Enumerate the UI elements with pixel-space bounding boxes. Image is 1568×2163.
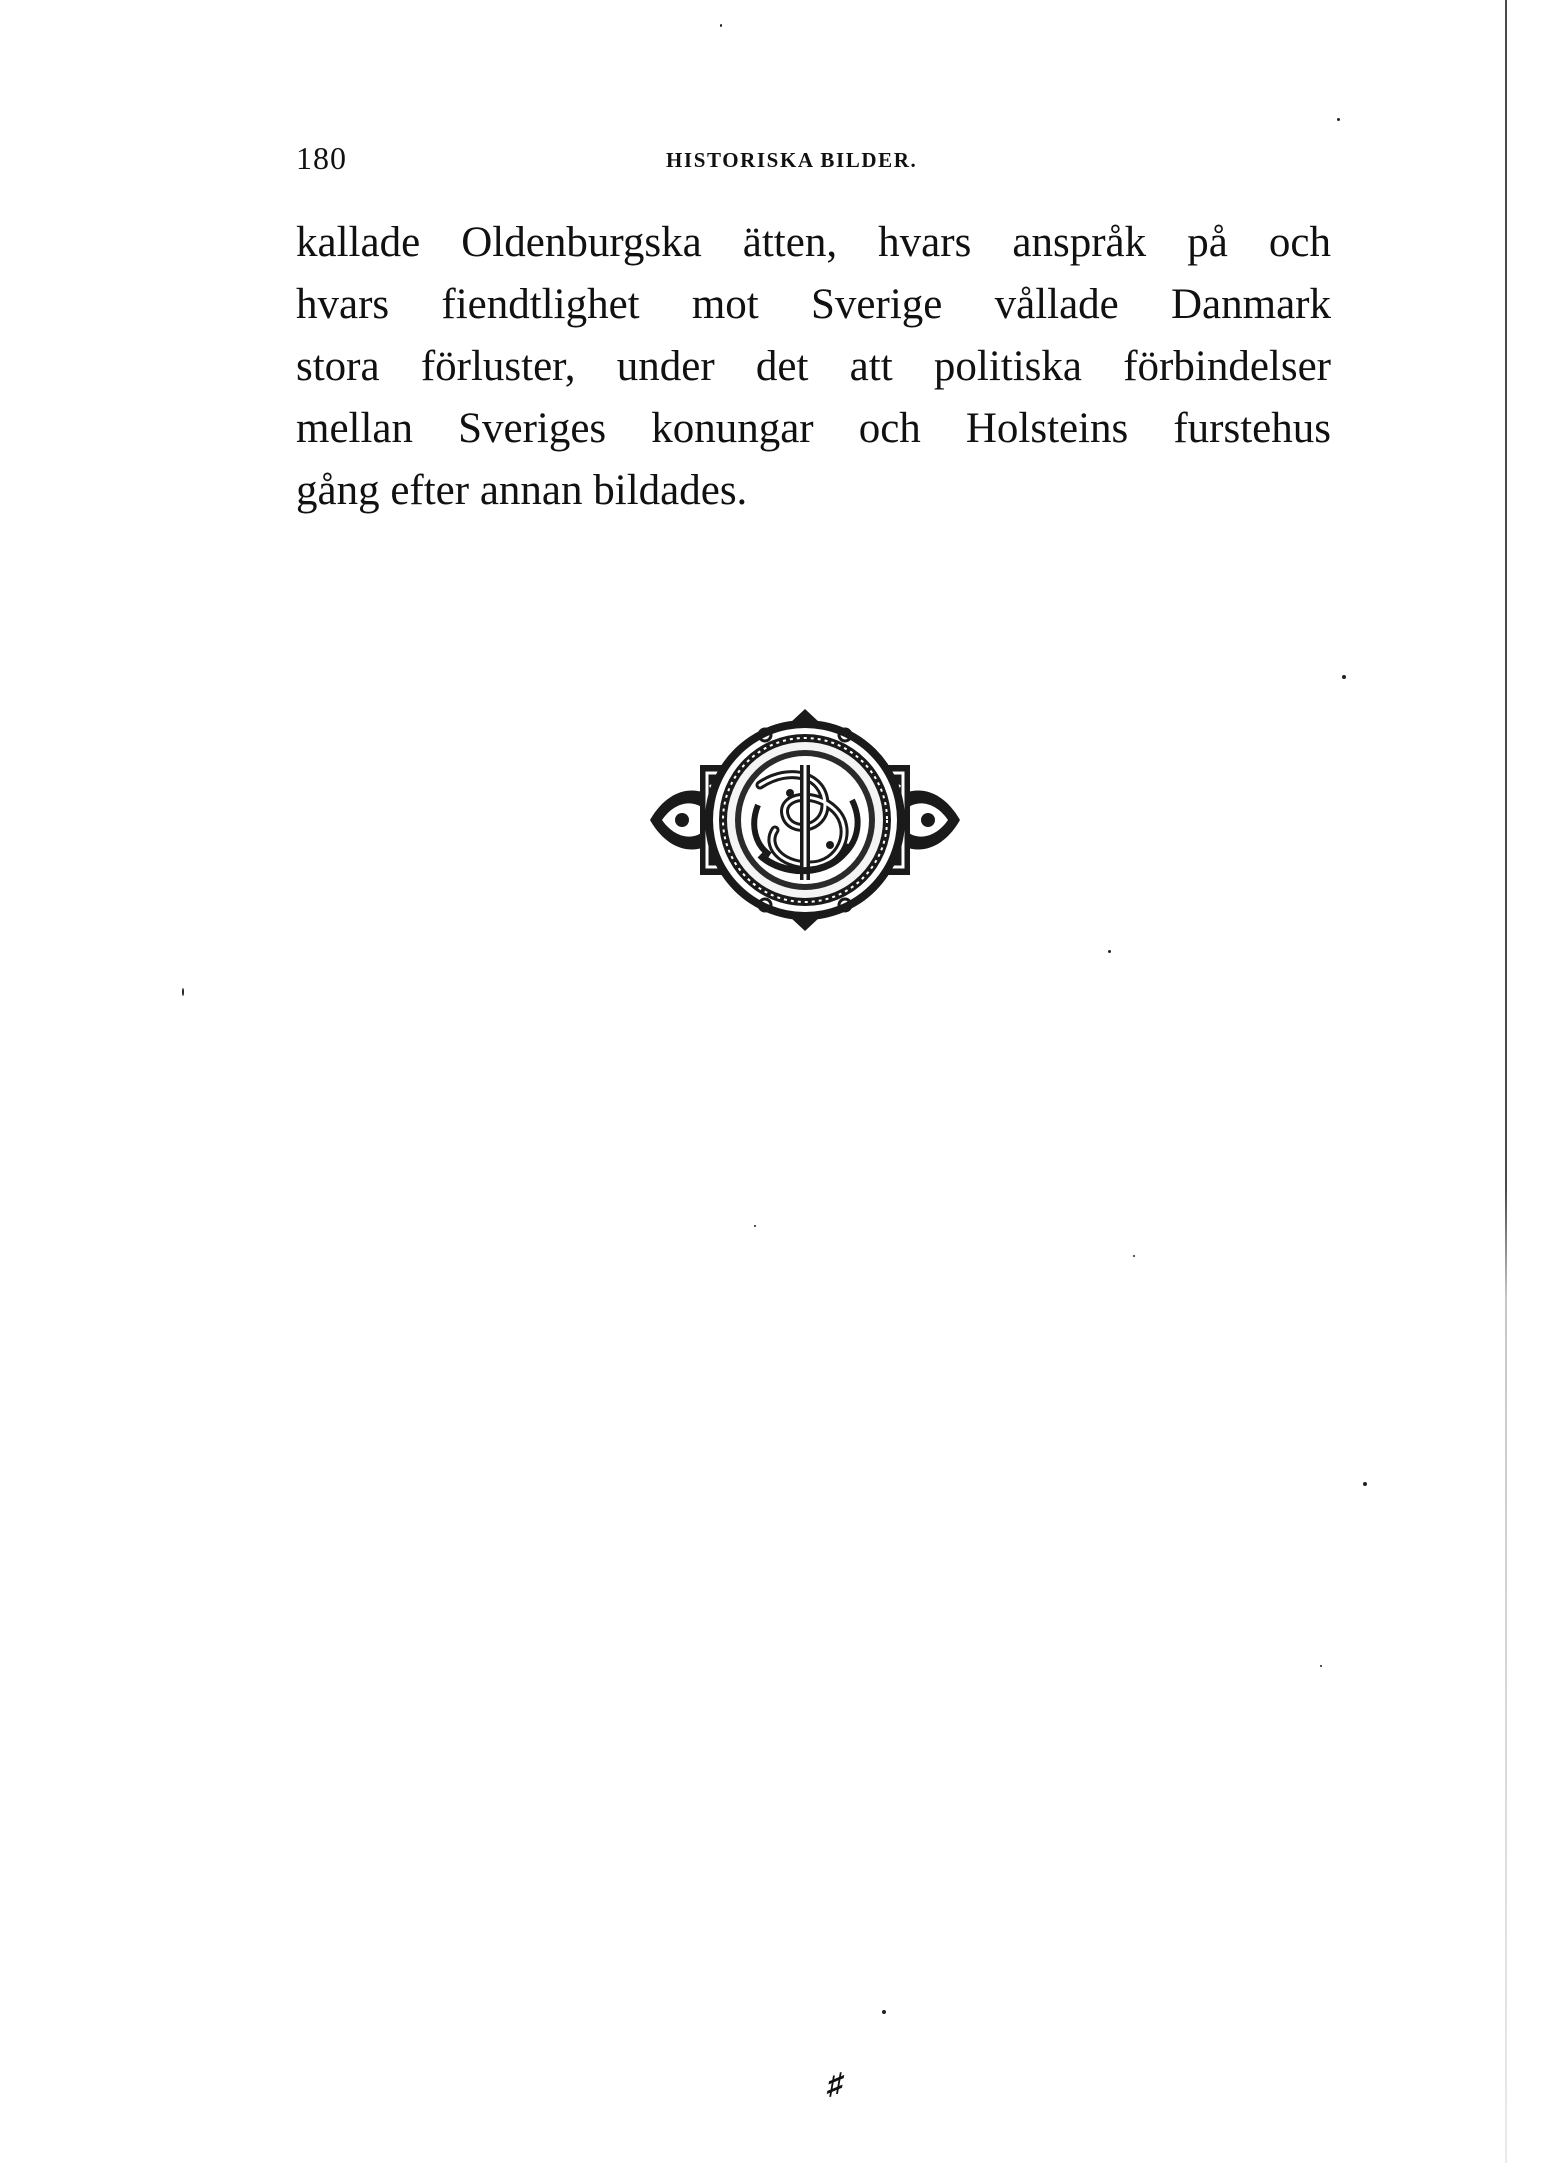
footer-mark: ♯ — [828, 2068, 843, 2101]
text-line-4: mellan Sveriges konungar och Holsteins furstehus — [296, 405, 1331, 452]
text-line-2: hvars fiendtlighet mot Sverige vållade Danmark — [296, 281, 1331, 328]
print-speck — [754, 1225, 756, 1227]
print-speck — [1133, 1255, 1135, 1257]
text-line-3: stora förluster, under det att politiska förbindelser — [296, 343, 1331, 390]
print-speck — [1337, 118, 1340, 121]
page-number: 180 — [296, 140, 347, 176]
running-title: HISTORISKA BILDER. — [666, 148, 918, 172]
print-speck — [882, 2010, 886, 2014]
print-speck — [720, 24, 722, 27]
running-head — [296, 140, 1336, 180]
print-speck — [1342, 675, 1346, 679]
print-speck — [1363, 1482, 1367, 1486]
body-paragraph — [296, 212, 1331, 522]
print-speck — [1108, 950, 1111, 953]
page-edge-line — [1505, 0, 1507, 2163]
print-speck — [1320, 1665, 1322, 1667]
ornamental-vignette-icon — [640, 705, 970, 935]
text-line-5: gång efter annan bildades. — [296, 467, 748, 514]
text-line-1: kallade Oldenburgska ätten, hvars anspråk på och — [296, 219, 1331, 266]
print-speck — [182, 988, 184, 996]
